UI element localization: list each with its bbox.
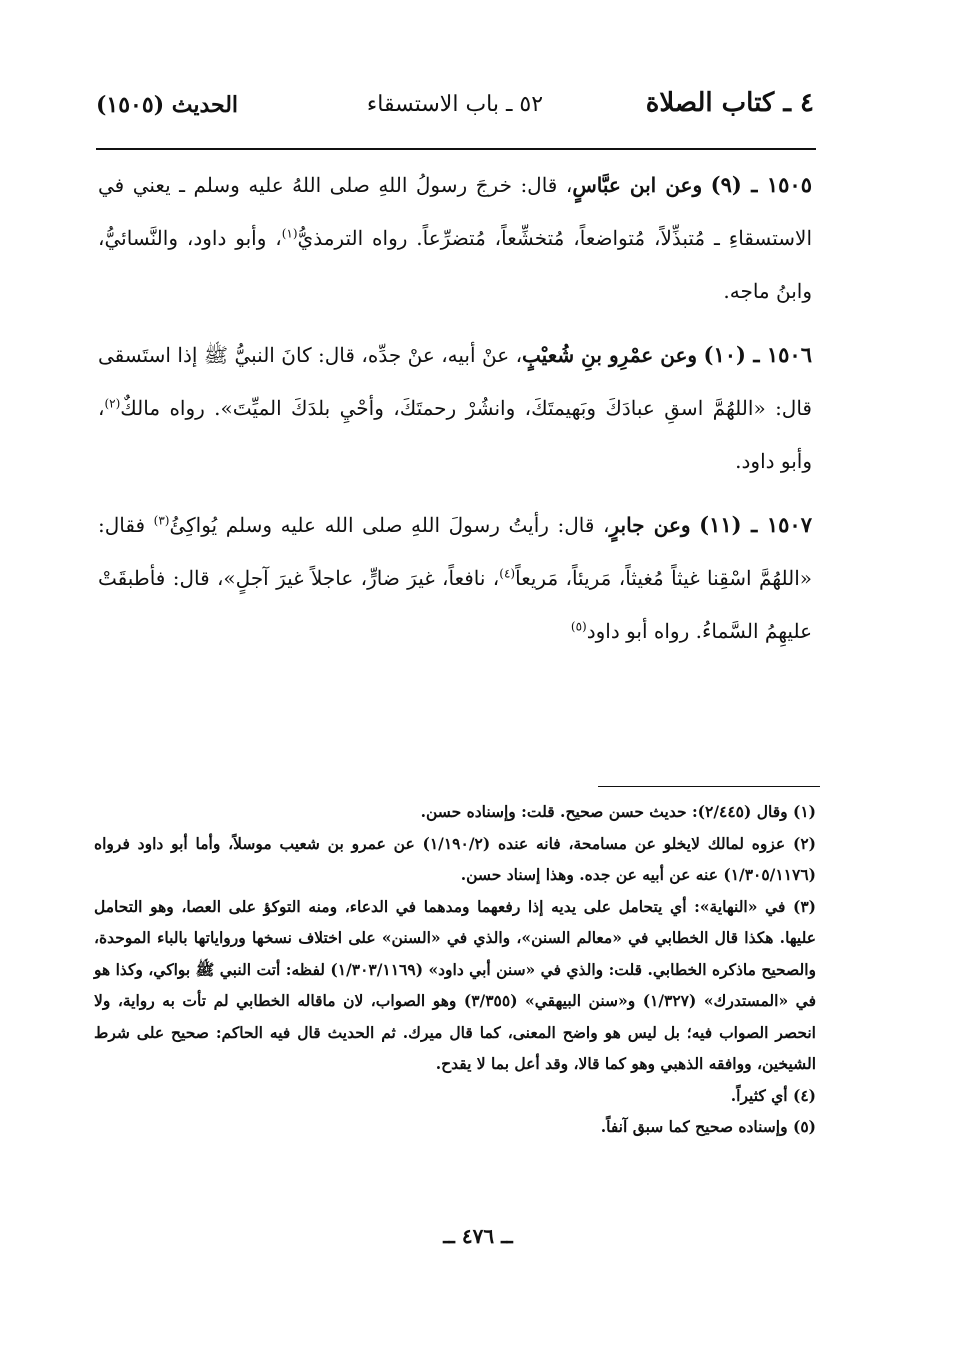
footnote-3: (٣) في «النهاية»: أي يتحامل على يديه إذا رفعهما ومدهما في الدعاء، ومنه التوكؤ على العصا، وهو التحامل عليها. هكذا قال الخطابي في «معالم السنن»، والذي في «السنن» على اختلاف نسخها ورواياتها بالباء الموحدة، والصحيح ماذكره الخطابي. قلت: والذي في «سنن أبي داود» (١/٣٠٣/١١٦٩) لفظه: أتت النبي ﷺ بواكي، وكذا هو في «المستدرك» (١/٣٢٧) و«سنن البيهقي» (٣/٣٥٥) وهو الصواب، لان ماقاله الخطابي لم تأت به رواية، ولا انحصر الصواب فيه؛ بل ليس هو واضح المعنى، كما قال ميرك. ثم الحديث قال فيه الحاكم: صحيح على شرط الشيخين، ووافقه الذهبي وهو كما قالا، وقد أعل بما لا يقدح. [94, 896, 816, 1073]
hadith-narrator: وعن جابرٍ [609, 513, 691, 537]
footnote-divider [598, 786, 820, 787]
hadith-range: الحديث (١٥٠٥) [96, 92, 239, 118]
hadith-number: ١٥٠٦ ـ (١٠) [703, 342, 812, 367]
hadith-narrator: وعن ابن عبَّاسٍ [572, 173, 703, 197]
hadith-1505 [98, 158, 812, 318]
footnote-1: (١) وقال (٢/٤٤٥): حديث حسن صحيح. قلت: وإسناده حسن. [420, 802, 816, 821]
main-text [98, 158, 812, 668]
footnote-4: (٤) أي كثيراً. [730, 1085, 816, 1105]
chapter-title: ٥٢ ـ باب الاستسقاء [366, 92, 544, 117]
hadith-1507 [98, 498, 812, 658]
header-divider [96, 148, 816, 150]
hadith-number: ١٥٠٧ ـ (١١) [699, 512, 812, 537]
hadith-text: ، وأبو داود. [98, 396, 812, 473]
footnotes [94, 796, 816, 1143]
hadith-text: ، قال: خرجَ رسولُ اللهِ صلى اللهُ عليه وسلم ـ يعني في الاستسقاءِ ـ مُتبذِّلاً، مُتواضعاً، مُتخشِّعاً، مُتضرِّعاً. رواه الترمذيُّ [98, 173, 812, 250]
page-number: ــ ٤٧٦ ــ [443, 1224, 513, 1248]
hadith-1506 [98, 328, 812, 488]
footnote-ref: (٤) [499, 566, 516, 581]
hadith-text: ، وأبو داود، والنَّسائيُّ، وابنُ ماجه. [98, 226, 812, 303]
footnote-ref: (٢) [104, 396, 121, 411]
hadith-text: ، عنْ أبيه، عنْ جدِّه، قال: كانَ النبيُّ ﷺ إذا استَسقى قال: «اللهُمَّ اسقِ عبادَكَ وبَهيمتَكَ، وانشُرْ رحمتَكَ، وأحْيِ بلدَكَ الميِّتَ». رواه مالكٌ [98, 343, 812, 420]
book-title: ٤ ـ كتاب الصلاة [645, 88, 814, 118]
running-head [96, 88, 814, 132]
hadith-narrator: وعن عمْرِو بنِ شُعيْبٍ [522, 343, 698, 367]
hadith-text: ، قال: رأيتُ رسولَ اللهِ صلى الله عليه وسلم يُواكِئُ [169, 513, 610, 537]
hadith-text: فقال: «اللهُمَّ اسْقِنا غيثاً مُغيثاً، مَريئاً، مَريعاً [98, 513, 812, 590]
footnote-ref: (٣) [153, 513, 170, 528]
hadith-number: ١٥٠٥ ـ (٩) [710, 172, 812, 197]
hadith-text: ، نافعاً، غيرَ ضارٍّ، عاجلاً غيرَ آجلٍ»، قال: فأطبقَتْ عليهِمُ السَّماءُ. رواه أبو داود [98, 566, 812, 643]
footnote-2: (٢) عزوه لمالك لايخلو عن مسامحة، فانه عنده (١/١٩٠/٢) عن عمرو بن شعيب موسلاً، وأما أبو داود فرواه (١/٣٠٥/١١٧٦) عنه عن أبيه عن جده. وهذا إسناد حسن. [94, 833, 816, 884]
footnote-5: (٥) وإسناده صحيح كما سبق آنفاً. [600, 1117, 816, 1136]
footnote-ref: (٥) [570, 619, 587, 634]
footnote-ref: (١) [281, 226, 298, 241]
